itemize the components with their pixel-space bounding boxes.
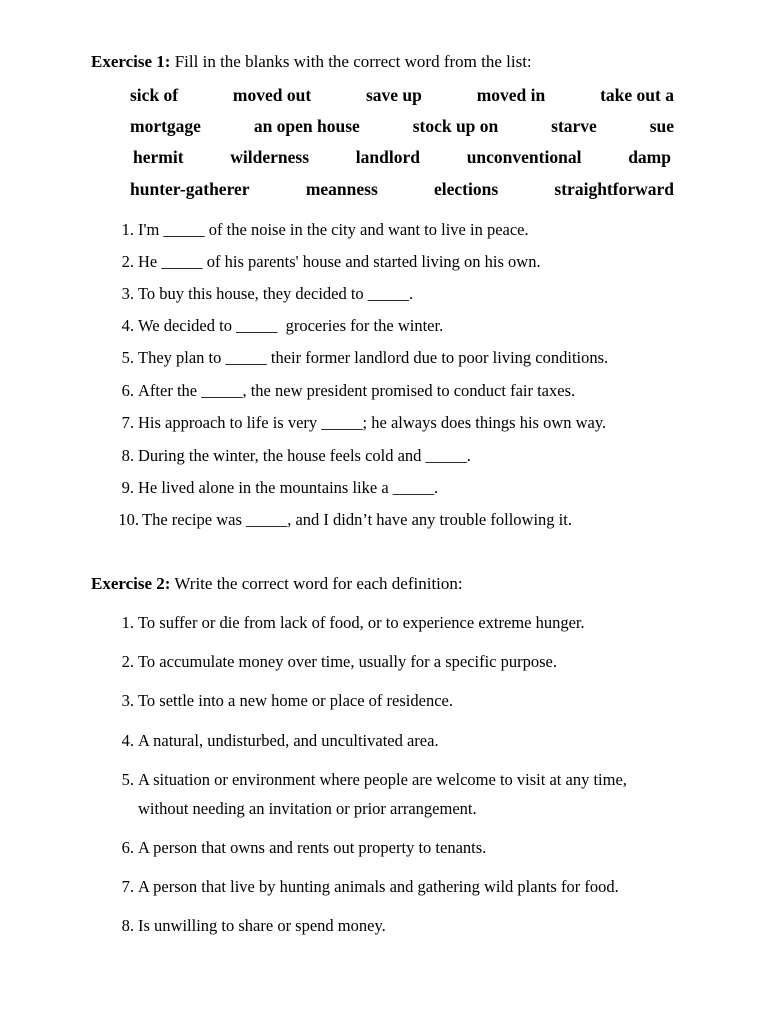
item-text: His approach to life is very _____; he always does things his own way.: [138, 413, 607, 432]
exercise-2-item: [112, 833, 692, 862]
item-text: To settle into a new home or place of residence.: [138, 691, 453, 710]
exercise-2-item: [112, 647, 692, 676]
word-bank-word: damp: [628, 147, 671, 167]
word-bank-word: hermit: [133, 147, 184, 167]
exercise-2-item: [112, 872, 692, 901]
word-bank-word: wilderness: [230, 147, 310, 167]
exercise-1-label: Exercise 1:: [91, 52, 171, 71]
word-bank-word: moved in: [476, 85, 546, 105]
exercise-2-label: Exercise 2:: [91, 574, 171, 593]
word-bank-word: sick of: [130, 85, 179, 105]
item-text: To buy this house, they decided to _____.: [138, 284, 414, 303]
exercise-1-item: [112, 441, 692, 470]
item-number: 6.: [121, 838, 134, 857]
exercise-1-item: [112, 343, 692, 372]
item-number: 3.: [121, 691, 134, 710]
item-number: 6.: [121, 381, 134, 400]
exercise-1-item: [112, 247, 692, 276]
word-bank-row-3: [133, 147, 671, 167]
word-bank-word: save up: [365, 85, 422, 105]
item-text: To suffer or die from lack of food, or to experience extreme hunger.: [138, 613, 585, 632]
exercise-2-heading: [91, 574, 463, 594]
word-bank-word: sue: [649, 116, 674, 136]
item-number: 3.: [121, 284, 134, 303]
word-bank-word: straightforward: [554, 179, 674, 199]
word-bank-word: meanness: [305, 179, 378, 199]
word-bank-word: unconventional: [466, 147, 582, 167]
exercise-1-heading: [91, 52, 532, 72]
item-number: 5.: [121, 348, 134, 367]
item-text: A situation or environment where people are welcome to visit at any time, without needing an invitation or prior arrangement.: [138, 770, 627, 818]
word-bank-row-4: [130, 179, 674, 199]
exercise-1-item: [112, 279, 692, 308]
item-number: 7.: [121, 413, 134, 432]
item-number: 10.: [118, 510, 139, 529]
item-text: After the _____, the new president promised to conduct fair taxes.: [138, 381, 576, 400]
item-text: They plan to _____ their former landlord due to poor living conditions.: [138, 348, 609, 367]
word-bank-word: stock up on: [412, 116, 499, 136]
item-number: 4.: [121, 731, 134, 750]
item-text: He lived alone in the mountains like a _____.: [138, 478, 439, 497]
item-number: 4.: [121, 316, 134, 335]
word-bank-word: starve: [551, 116, 597, 136]
exercise-1-item: [112, 311, 692, 340]
item-number: 8.: [121, 916, 134, 935]
exercise-1-item: [112, 376, 692, 405]
item-number: 5.: [121, 770, 134, 789]
exercise-2-instruction: Write the correct word for each definition:: [174, 574, 463, 593]
item-text: The recipe was _____, and I didn’t have any trouble following it.: [142, 510, 572, 529]
item-number: 9.: [121, 478, 134, 497]
item-text: A natural, undisturbed, and uncultivated area.: [138, 731, 439, 750]
word-bank-word: landlord: [355, 147, 420, 167]
word-bank-row-2: [130, 116, 674, 136]
item-text: To accumulate money over time, usually for a specific purpose.: [138, 652, 557, 671]
exercise-2-item: [112, 608, 692, 637]
word-bank-word: take out a: [600, 85, 674, 105]
exercise-1-item: [112, 408, 692, 437]
item-text: He _____ of his parents' house and started living on his own.: [138, 252, 541, 271]
word-bank-word: mortgage: [130, 116, 201, 136]
item-text: During the winter, the house feels cold and _____.: [138, 446, 471, 465]
exercise-2-item: [112, 765, 672, 823]
exercise-1-item: [112, 473, 692, 502]
item-number: 7.: [121, 877, 134, 896]
word-bank-word: moved out: [232, 85, 312, 105]
exercise-1-instruction: Fill in the blanks with the correct word from the list:: [174, 52, 532, 71]
word-bank-word: elections: [434, 179, 499, 199]
exercise-1-item: [112, 215, 692, 244]
word-bank-word: an open house: [253, 116, 360, 136]
exercise-1-item: [112, 505, 692, 534]
item-text: Is unwilling to share or spend money.: [138, 916, 386, 935]
exercise-2-item: [112, 726, 692, 755]
item-number: 1.: [121, 613, 134, 632]
item-text: We decided to _____ groceries for the winter.: [138, 316, 444, 335]
item-number: 8.: [121, 446, 134, 465]
item-number: 1.: [121, 220, 134, 239]
word-bank-word: hunter-gatherer: [130, 179, 250, 199]
item-text: A person that live by hunting animals and gathering wild plants for food.: [138, 877, 619, 896]
item-text: A person that owns and rents out property to tenants.: [138, 838, 487, 857]
item-number: 2.: [121, 652, 134, 671]
exercise-2-item: [112, 686, 692, 715]
item-text: I'm _____ of the noise in the city and want to live in peace.: [138, 220, 529, 239]
exercise-2-item: [112, 911, 692, 940]
item-number: 2.: [121, 252, 134, 271]
word-bank-row-1: [130, 85, 674, 105]
